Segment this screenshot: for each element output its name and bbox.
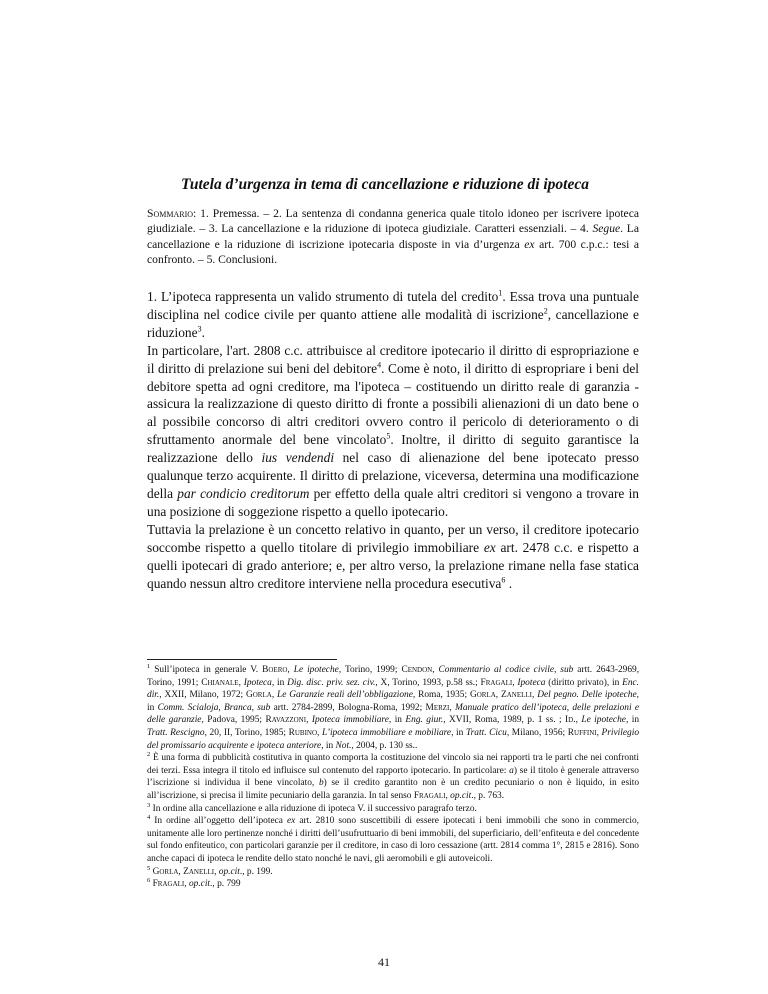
author: Boero — [262, 665, 288, 675]
text: , in — [388, 715, 406, 726]
list-marker: b — [318, 778, 324, 789]
text: ., p. 763. — [471, 790, 505, 801]
text: , — [445, 790, 451, 801]
text: , Roma, 1935; — [412, 690, 470, 701]
text: , — [553, 665, 561, 675]
footnote-3 — [147, 803, 639, 816]
footnote-number: 6 — [147, 876, 151, 884]
text: Tuttavia la prelazione è un concetto relativo in quanto, per un verso, il creditore ipotecario soccombe rispetto a quello titolare di privilegio immobiliare — [147, 521, 639, 555]
footnote-ref[interactable]: 1 — [498, 288, 503, 298]
article-title: Tutela d’urgenza in tema di cancellazione e riduzione di ipoteca — [180, 176, 590, 193]
author: Fragali — [152, 879, 185, 890]
text: , — [432, 665, 439, 675]
text: È una forma di pubblicità costitutiva in quanto comporta la costituzione del vincolo sia nei rapporti tra le parti che nei confronti dei terzi. Essa integra il titolo ed influisce sul contenuto del rapporto ipotecario. In particolare: — [147, 753, 639, 776]
body-text — [147, 288, 639, 592]
text: In particolare, l'art. 2808 c.c. attribuisce al creditore ipotecario il diritto di espropriazione e il diritto di prelazione sui beni del debitore — [147, 342, 639, 376]
text: , — [531, 690, 538, 701]
op-cit: op.cit — [450, 790, 472, 801]
latin-term: ex — [286, 816, 296, 827]
latin-term: par condicio creditorum — [177, 485, 310, 501]
author: Id. — [565, 715, 576, 726]
footnote-5 — [147, 866, 639, 879]
text: , in — [451, 727, 466, 738]
text: , X, Torino, 1993, p.58 ss.; — [375, 677, 481, 688]
work-title: Privilegio del promissario acquirente e ipoteca anteriore — [147, 727, 640, 751]
text: per effetto della quale altri creditori si vengono a trovare in una posizione di soggezione rispetto a quello ipotecario. — [147, 485, 639, 519]
op-cit: op.cit — [188, 879, 211, 890]
latin-term: ex — [483, 539, 496, 555]
text: , — [596, 727, 602, 738]
author: Ruffini — [567, 727, 597, 738]
text: , Torino, 1999; — [338, 665, 402, 675]
page-number: 41 — [378, 955, 390, 969]
work-title: Ipoteca — [243, 677, 272, 688]
text: , — [512, 677, 518, 688]
footnote-separator — [147, 659, 337, 660]
latin-term: ius vendendi — [261, 450, 335, 466]
text: ) se il credito garantito non è un credito pecuniario o non è liquido, in esito all’iscrizione, si precisa il limite pecuniario della garanzia. In tal senso — [147, 778, 640, 801]
footnote-number: 1 — [147, 662, 151, 670]
text: , — [575, 715, 582, 726]
summary-text: 1. Premessa. – 2. La sentenza di condanna generica quale titolo idoneo per iscrivere ipoteca giudiziale. – 3. La cancellazione e la riduzione di ipoteca giudiziale. Caratteri essenziali. – 4. — [147, 207, 639, 236]
work-title: Le ipoteche — [581, 715, 626, 726]
footnote-6 — [147, 878, 639, 891]
text: . Come è noto, il diritto di espropriare i beni del debitore spetta ad ogni creditore, ma l'ipoteca – costituendo un diritto reale di garanzia - assicura la realizzazione di questo diritto di fronte a possibili alienazioni di un dato bene o al possibile concorso di altri creditori ovvero contro il pericolo di deterioramento o di sfruttamento anormale del bene vincolato — [147, 360, 639, 448]
work-title: Commentario al codice civile — [438, 665, 554, 675]
text: . Essa trova una puntuale disciplina nel codice civile per quanto attiene alle modalità di iscrizione — [147, 289, 639, 322]
text: , in — [271, 677, 288, 688]
text: . Inoltre, il diritto di seguito garantisce la realizzazione dello — [147, 432, 640, 466]
text: , — [287, 665, 294, 675]
text: art. 2478 c.c. e rispetto a quelli ipotecari di grado anteriore; e, per altro verso, la prelazione rimane nella fase statica quando nessun altro creditore interviene nella procedura esecutiva — [147, 539, 639, 591]
text: , — [449, 702, 456, 713]
text: (diritto privato), in — [545, 677, 623, 688]
work-title: Le Garanzie reali dell’obbligazione — [277, 690, 413, 701]
footnote-2 — [147, 752, 639, 802]
text: , — [214, 866, 219, 877]
text: ., p. 799 — [210, 879, 241, 890]
text: artt. 2643-2969, Torino, 1991; — [147, 665, 640, 688]
work-title: Tratt. Cicu — [465, 727, 507, 738]
text: , Milano, 1956; — [506, 727, 568, 738]
work-title: L’ipoteca immobiliare e mobiliare — [321, 727, 452, 738]
footnote-number: 2 — [147, 751, 151, 759]
author: Ravazzoni — [265, 715, 307, 726]
text: , — [238, 677, 244, 688]
text: , — [251, 702, 258, 713]
work-title: Tratt. Rescigno — [147, 727, 205, 738]
work-title: Ipoteca — [517, 677, 546, 688]
text: In ordine all’oggetto dell’ipoteca — [150, 816, 287, 827]
summary-text: art. 700 c.p.c.: tesi a confronto. – 5. Conclusioni. — [147, 237, 639, 267]
work-title: Manuale pratico dell’ipoteca, delle prelazioni e delle garanzie — [147, 702, 639, 726]
work-title: Enc. dir. — [147, 677, 640, 701]
paragraph-2 — [147, 342, 639, 521]
author: Merzi — [425, 702, 450, 713]
work-title: Del pegno. Delle ipoteche — [537, 690, 637, 701]
text: , — [306, 715, 312, 726]
text: Sull’ipoteca in generale V. — [150, 665, 263, 675]
author: Chianale — [201, 677, 239, 688]
text: ) se il titolo è generale attraverso l’iscrizione si individua il bene vincolato, — [147, 765, 639, 789]
author: Gorla, Zanelli — [469, 690, 532, 701]
text: 1. L’ipoteca rappresenta un valido strumento di tutela del credito — [147, 289, 499, 304]
text: , XXII, Milano, 1972; — [159, 690, 246, 701]
author: Gorla, Zanelli — [152, 866, 215, 877]
text: In ordine alla cancellazione e alla riduzione di ipoteca V. il successivo paragrafo terzo. — [150, 803, 477, 814]
work-title: Dig. disc. priv. sez. civ. — [287, 677, 376, 688]
author: Gorla — [245, 690, 272, 701]
footnote-ref[interactable]: 5 — [386, 431, 391, 441]
author: Fragali — [413, 790, 446, 801]
paragraph-1 — [147, 288, 639, 342]
text: , in — [321, 740, 336, 751]
text: artt. 2784-2899, Bologna-Roma, 1992; — [270, 702, 426, 713]
text: , 2004, p. 130 ss.. — [351, 740, 418, 751]
text: , — [184, 879, 189, 890]
summary-segue: Segue — [592, 222, 621, 236]
work-title: Ipoteca immobiliare — [311, 715, 389, 726]
summary-text: . La cancellazione e la riduzione di iscrizione ipotecaria disposte in via d’urgenza — [147, 222, 639, 251]
text: , 20, II, Torino, 1985; — [204, 727, 289, 738]
text: nel caso di alienazione del bene ipotecato presso qualunque terzo acquirente. Il diritto di prelazione, viceversa, determina una modificazione della — [147, 450, 639, 501]
footnote-1 — [147, 664, 639, 752]
footnote-number: 5 — [147, 864, 151, 872]
text: , in — [625, 715, 640, 726]
summary — [147, 206, 639, 268]
text: , — [317, 727, 322, 738]
text: . — [505, 575, 513, 591]
text: , — [271, 690, 278, 701]
list-marker: a — [509, 765, 514, 776]
author: Rubino — [288, 727, 318, 738]
text: , Padova, 1995; — [201, 715, 266, 726]
work-title: Eng. giur. — [405, 715, 444, 726]
footnote-number: 4 — [147, 814, 151, 821]
latin-term: sub — [257, 702, 271, 713]
footnotes — [147, 664, 639, 891]
summary-ex: ex — [524, 237, 535, 251]
text: art. 2810 sono suscettibili di essere ipotecati i beni immobili che sono in commercio, unitamente alle loro pertinenze nonché i diritti dell’usufruttuario di beni immobili, del superficiario, dell’enfiteuta e del concedente sul fondo enfiteutico, con particolari garanzie per il creditore, in caso di loro cessazione (artt. 2814 comma 1°, 2815 e 2816). Sono anche capaci di ipoteca le rendite dello stato nonché le navi, gli aeromobili e gli autoveicoli. — [147, 816, 640, 864]
paragraph-3 — [147, 521, 639, 593]
text: , XVII, Roma, 1989, p. 1 ss. ; — [443, 715, 566, 726]
summary-label: Sommario: — [147, 207, 197, 220]
work-title: Comm. Scialoja, Branca — [157, 702, 252, 713]
text: , in — [147, 690, 640, 713]
text: . — [201, 324, 205, 340]
footnote-ref[interactable]: 4 — [377, 360, 382, 370]
work-title: Not. — [335, 740, 352, 751]
author: Fragali — [480, 677, 513, 688]
text: , cancellazione e riduzione — [147, 306, 640, 340]
footnote-ref[interactable]: 3 — [197, 324, 202, 334]
latin-term: sub — [560, 665, 574, 675]
footnote-ref[interactable]: 2 — [543, 306, 548, 316]
text: ., p. 199. — [239, 866, 273, 877]
footnote-ref[interactable]: 6 — [501, 575, 506, 585]
footnote-number: 3 — [147, 801, 151, 809]
work-title: Le ipoteche — [293, 665, 339, 675]
footnote-4 — [147, 815, 639, 865]
op-cit: op.cit — [218, 866, 240, 877]
author: Cendon — [401, 665, 433, 675]
